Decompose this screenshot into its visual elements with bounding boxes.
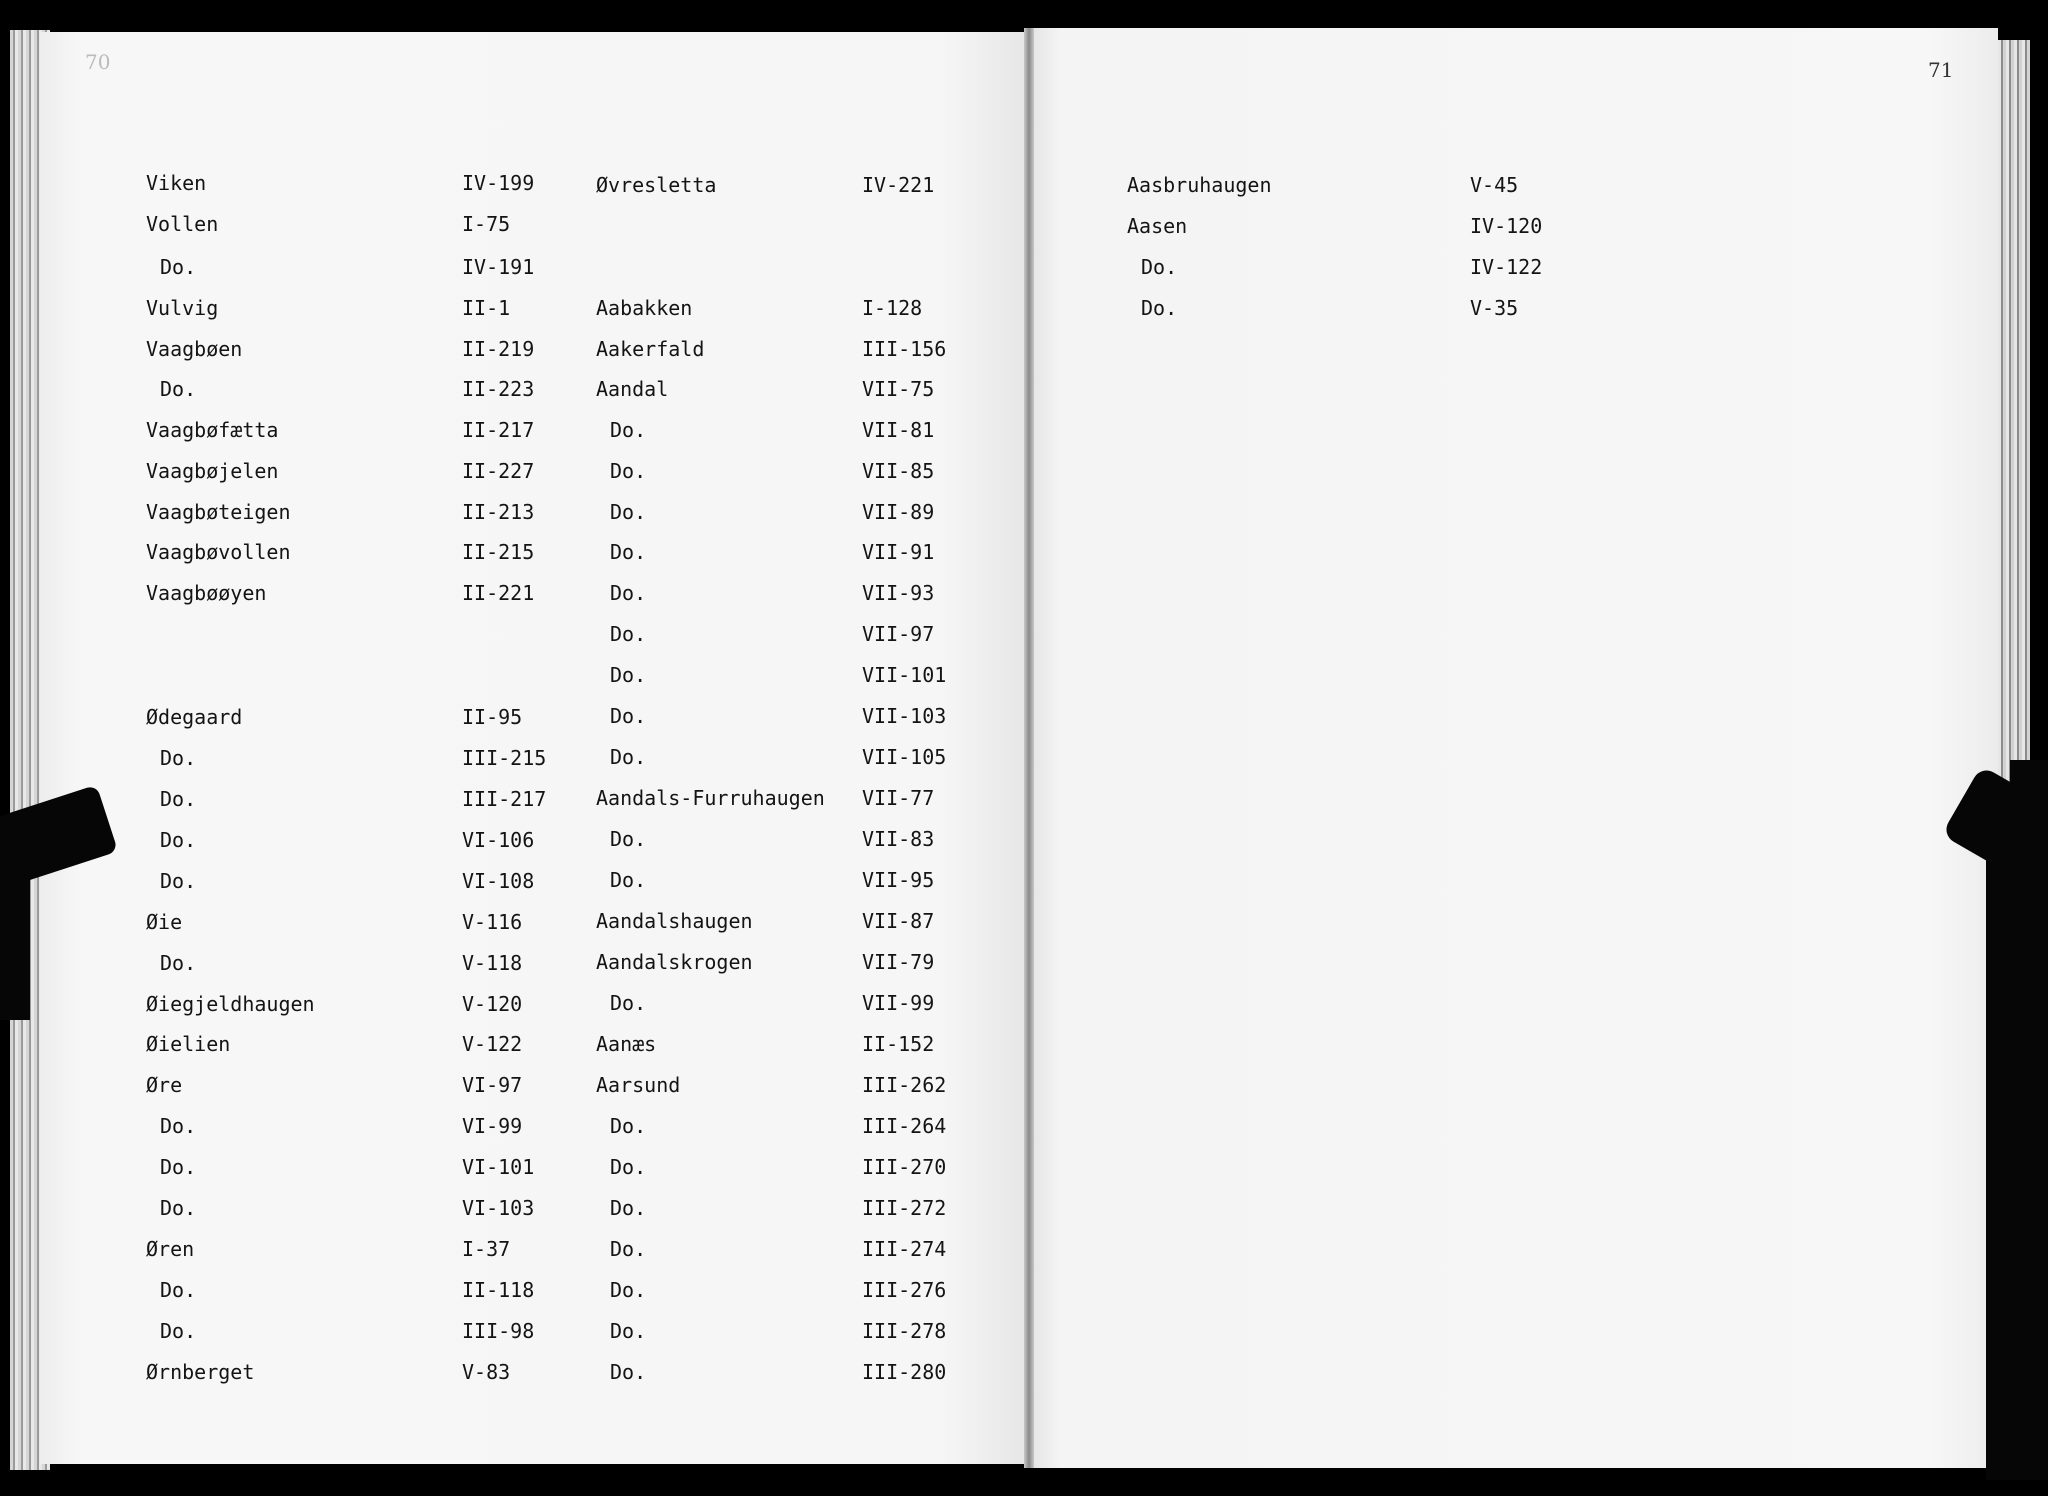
col2-place-name: Øvresletta	[596, 173, 717, 197]
col2-volume-reference: VII-103	[862, 704, 947, 728]
col1-place-name: Vaagbøjelen	[146, 459, 279, 483]
col2-volume-reference: VII-83	[862, 827, 935, 851]
col1-volume-reference: VI-106	[462, 828, 535, 852]
col1-volume-reference: III-215	[462, 746, 547, 770]
col2-volume-reference: III-272	[862, 1196, 947, 1220]
col1-place-name: Vaagbøteigen	[146, 500, 291, 524]
col2-volume-reference: IV-221	[862, 173, 935, 197]
col1-volume-reference: III-98	[462, 1319, 535, 1343]
col2-place-name: Aarsund	[596, 1073, 681, 1097]
col2-place-name: Aandalskrogen	[596, 950, 753, 974]
col1-place-name: Vaagbøvollen	[146, 540, 291, 564]
col2-place-name: Aabakken	[596, 296, 693, 320]
col1-volume-reference: V-83	[462, 1360, 511, 1384]
col1-place-name: Øie	[146, 910, 183, 934]
col1-place-name: Vaagbøfætta	[146, 418, 279, 442]
col1-volume-reference: II-95	[462, 705, 523, 729]
col3-volume-reference: IV-122	[1470, 255, 1543, 279]
col2-place-name: Do.	[610, 1319, 647, 1343]
col2-place-name: Do.	[610, 622, 647, 646]
col2-volume-reference: VII-95	[862, 868, 935, 892]
right-page	[1030, 28, 1998, 1468]
col1-volume-reference: II-1	[462, 296, 511, 320]
col1-place-name: Do.	[160, 255, 197, 279]
col2-place-name: Do.	[610, 704, 647, 728]
col2-place-name: Do.	[610, 581, 647, 605]
col1-volume-reference: II-227	[462, 459, 535, 483]
col2-volume-reference: VII-89	[862, 500, 935, 524]
col2-volume-reference: VII-75	[862, 377, 935, 401]
col1-place-name: Ørnberget	[146, 1360, 255, 1384]
col2-volume-reference: III-280	[862, 1360, 947, 1384]
col1-volume-reference: II-221	[462, 581, 535, 605]
col1-place-name: Øielien	[146, 1032, 231, 1056]
col1-volume-reference: VI-101	[462, 1155, 535, 1179]
col3-volume-reference: V-35	[1470, 296, 1519, 320]
col2-volume-reference: VII-87	[862, 909, 935, 933]
col2-place-name: Do.	[610, 663, 647, 687]
col2-place-name: Aandals-Furruhaugen	[596, 786, 825, 810]
col2-volume-reference: III-156	[862, 337, 947, 361]
col2-place-name: Do.	[610, 827, 647, 851]
col3-place-name: Do.	[1141, 296, 1178, 320]
col1-volume-reference: V-120	[462, 992, 523, 1016]
col3-place-name: Aasen	[1127, 214, 1188, 238]
col2-volume-reference: VII-105	[862, 745, 947, 769]
col1-place-name: Do.	[160, 1196, 197, 1220]
book-gutter	[1024, 28, 1034, 1468]
col2-volume-reference: VII-79	[862, 950, 935, 974]
col1-volume-reference: II-215	[462, 540, 535, 564]
col1-place-name: Do.	[160, 787, 197, 811]
col2-place-name: Do.	[610, 418, 647, 442]
col3-volume-reference: IV-120	[1470, 214, 1543, 238]
right-page-clip-shadow	[1986, 820, 2048, 1480]
col1-volume-reference: V-122	[462, 1032, 523, 1056]
col2-volume-reference: III-270	[862, 1155, 947, 1179]
col2-place-name: Do.	[610, 1278, 647, 1302]
col2-place-name: Aandal	[596, 377, 669, 401]
left-page-clip-shadow	[0, 820, 30, 1020]
col2-volume-reference: II-152	[862, 1032, 935, 1056]
col1-volume-reference: IV-199	[462, 171, 535, 195]
col2-volume-reference: III-274	[862, 1237, 947, 1261]
col1-place-name: Øiegjeldhaugen	[146, 992, 315, 1016]
col2-volume-reference: VII-101	[862, 663, 947, 687]
col1-place-name: Do.	[160, 869, 197, 893]
col2-place-name: Do.	[610, 1360, 647, 1384]
col2-volume-reference: III-276	[862, 1278, 947, 1302]
col3-place-name: Aasbruhaugen	[1127, 173, 1272, 197]
col1-place-name: Ødegaard	[146, 705, 243, 729]
col1-place-name: Do.	[160, 746, 197, 770]
col2-place-name: Do.	[610, 868, 647, 892]
col1-place-name: Do.	[160, 1114, 197, 1138]
col2-place-name: Aakerfald	[596, 337, 705, 361]
col1-volume-reference: III-217	[462, 787, 547, 811]
col1-place-name: Viken	[146, 171, 207, 195]
col2-place-name: Do.	[610, 745, 647, 769]
col1-volume-reference: VI-97	[462, 1073, 523, 1097]
col2-volume-reference: I-128	[862, 296, 923, 320]
col2-volume-reference: III-262	[862, 1073, 947, 1097]
col2-volume-reference: VII-77	[862, 786, 935, 810]
right-page-number: 71	[1928, 58, 1954, 82]
col1-place-name: Vulvig	[146, 296, 219, 320]
col2-volume-reference: VII-85	[862, 459, 935, 483]
col1-place-name: Do.	[160, 828, 197, 852]
col1-place-name: Øren	[146, 1237, 195, 1261]
col1-place-name: Vollen	[146, 212, 219, 236]
col2-place-name: Do.	[610, 459, 647, 483]
col2-place-name: Aandalshaugen	[596, 909, 753, 933]
col1-place-name: Vaagbøen	[146, 337, 243, 361]
col1-volume-reference: II-217	[462, 418, 535, 442]
col1-volume-reference: V-118	[462, 951, 523, 975]
col2-place-name: Do.	[610, 1196, 647, 1220]
col1-volume-reference: I-75	[462, 212, 511, 236]
left-page-number: 70	[85, 50, 111, 74]
col2-volume-reference: VII-97	[862, 622, 935, 646]
col1-volume-reference: VI-103	[462, 1196, 535, 1220]
col1-volume-reference: IV-191	[462, 255, 535, 279]
col2-place-name: Do.	[610, 540, 647, 564]
col1-place-name: Do.	[160, 1319, 197, 1343]
col1-volume-reference: V-116	[462, 910, 523, 934]
col1-volume-reference: VI-99	[462, 1114, 523, 1138]
col3-volume-reference: V-45	[1470, 173, 1519, 197]
col1-place-name: Do.	[160, 1278, 197, 1302]
col1-volume-reference: VI-108	[462, 869, 535, 893]
col3-place-name: Do.	[1141, 255, 1178, 279]
col2-place-name: Do.	[610, 500, 647, 524]
col1-place-name: Do.	[160, 1155, 197, 1179]
col2-volume-reference: VII-93	[862, 581, 935, 605]
col2-volume-reference: VII-81	[862, 418, 935, 442]
col1-volume-reference: II-223	[462, 377, 535, 401]
col2-place-name: Aanæs	[596, 1032, 657, 1056]
col2-place-name: Do.	[610, 991, 647, 1015]
col2-place-name: Do.	[610, 1114, 647, 1138]
col1-place-name: Vaagbøøyen	[146, 581, 267, 605]
col1-volume-reference: II-219	[462, 337, 535, 361]
col1-volume-reference: II-118	[462, 1278, 535, 1302]
col2-place-name: Do.	[610, 1155, 647, 1179]
col2-volume-reference: VII-99	[862, 991, 935, 1015]
col1-volume-reference: I-37	[462, 1237, 511, 1261]
col2-place-name: Do.	[610, 1237, 647, 1261]
col1-place-name: Øre	[146, 1073, 183, 1097]
col1-place-name: Do.	[160, 377, 197, 401]
col2-volume-reference: III-264	[862, 1114, 947, 1138]
col1-volume-reference: II-213	[462, 500, 535, 524]
col1-place-name: Do.	[160, 951, 197, 975]
col2-volume-reference: III-278	[862, 1319, 947, 1343]
col2-volume-reference: VII-91	[862, 540, 935, 564]
